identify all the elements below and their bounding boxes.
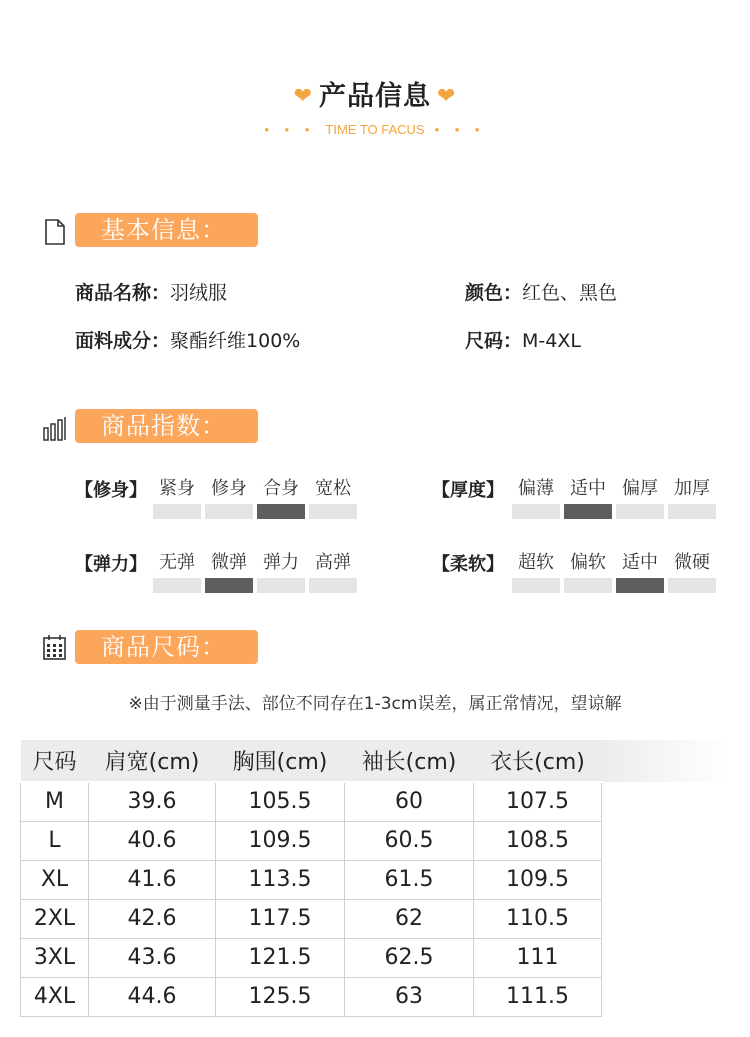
measurement-note: ※由于测量手法、部位不同存在1-3cm误差，属正常情况，望谅解 (128, 694, 622, 714)
calendar-grid-icon (43, 634, 67, 660)
table-cell: 108.5 (474, 821, 602, 860)
index-option: 宽松 (315, 478, 351, 499)
table-cell: 110.5 (474, 899, 602, 938)
index-option: 偏厚 (622, 478, 658, 499)
page-title (0, 74, 750, 113)
index-option: 加厚 (674, 478, 710, 499)
product-fabric-label: 面料成分： (75, 330, 171, 352)
product-fabric-value: 聚酯纤维100% (170, 330, 301, 352)
product-fabric (75, 326, 300, 353)
index-option: 超软 (518, 552, 554, 573)
table-cell: 42.6 (89, 899, 216, 938)
index-bar (512, 504, 560, 519)
table-row (21, 977, 602, 1016)
index-label: 【弹力】 (75, 554, 147, 575)
table-cell: 111 (474, 938, 602, 977)
index-option: 微硬 (674, 552, 710, 573)
index-bar-selected (564, 504, 612, 519)
index-bar (205, 504, 253, 519)
table-cell: 39.6 (89, 782, 216, 821)
index-bar (616, 504, 664, 519)
bar-chart-icon (43, 416, 67, 442)
size-table-header: 尺码 (21, 740, 89, 782)
product-name-value: 羽绒服 (170, 282, 228, 304)
table-row (21, 860, 602, 899)
section-title-basic: 基本信息： (75, 213, 258, 247)
index-option: 高弹 (315, 552, 351, 573)
table-cell: 109.5 (474, 860, 602, 899)
page-subtitle (0, 122, 750, 137)
table-cell: 62 (345, 899, 474, 938)
index-bar-selected (616, 578, 664, 593)
product-color (465, 278, 617, 305)
dots-right: • • • (434, 122, 486, 137)
product-color-label: 颜色： (465, 282, 523, 304)
size-table-header: 袖长(cm) (345, 740, 474, 782)
table-cell: 109.5 (216, 821, 345, 860)
size-table (20, 740, 602, 1017)
product-name-label: 商品名称： (75, 282, 171, 304)
size-table-header: 衣长(cm) (474, 740, 602, 782)
table-cell: 121.5 (216, 938, 345, 977)
index-option: 微弹 (211, 552, 247, 573)
index-option: 合身 (263, 478, 299, 499)
table-row (21, 938, 602, 977)
subtitle-text: TIME TO FACUS (325, 122, 425, 137)
table-cell: 107.5 (474, 782, 602, 821)
table-row (21, 782, 602, 821)
index-bar (153, 504, 201, 519)
document-icon (43, 219, 67, 245)
table-cell: 105.5 (216, 782, 345, 821)
table-cell: L (21, 821, 89, 860)
index-option: 紧身 (159, 478, 195, 499)
index-option: 适中 (622, 552, 658, 573)
index-bar (564, 578, 612, 593)
size-table-header: 胸围(cm) (216, 740, 345, 782)
index-label: 【柔软】 (432, 554, 504, 575)
product-size-value: M-4XL (522, 330, 581, 352)
table-cell: 117.5 (216, 899, 345, 938)
table-cell: 113.5 (216, 860, 345, 899)
table-cell: 44.6 (89, 977, 216, 1016)
table-cell: 63 (345, 977, 474, 1016)
table-cell: 40.6 (89, 821, 216, 860)
index-bar (668, 504, 716, 519)
header-fade (600, 740, 730, 782)
index-option: 修身 (211, 478, 247, 499)
table-cell: XL (21, 860, 89, 899)
index-option: 弹力 (263, 552, 299, 573)
dots-left: • • • (264, 122, 316, 137)
table-row (21, 821, 602, 860)
table-cell: 41.6 (89, 860, 216, 899)
section-title-size: 商品尺码： (75, 630, 258, 664)
table-cell: 62.5 (345, 938, 474, 977)
table-cell: 4XL (21, 977, 89, 1016)
table-cell: 60.5 (345, 821, 474, 860)
index-option: 无弹 (159, 552, 195, 573)
index-bar (309, 578, 357, 593)
table-cell: 3XL (21, 938, 89, 977)
table-cell: 125.5 (216, 977, 345, 1016)
index-bar (309, 504, 357, 519)
index-bar-selected (205, 578, 253, 593)
index-option: 适中 (570, 478, 606, 499)
index-bar-selected (257, 504, 305, 519)
product-size-label: 尺码： (465, 330, 523, 352)
table-cell: 111.5 (474, 977, 602, 1016)
index-bar (153, 578, 201, 593)
index-bar (668, 578, 716, 593)
index-option: 偏软 (570, 552, 606, 573)
size-table-header: 肩宽(cm) (89, 740, 216, 782)
table-cell: 2XL (21, 899, 89, 938)
product-color-value: 红色、黑色 (522, 282, 618, 304)
table-cell: M (21, 782, 89, 821)
index-option: 偏薄 (518, 478, 554, 499)
product-size-range (465, 326, 581, 353)
index-label: 【厚度】 (432, 480, 504, 501)
table-cell: 61.5 (345, 860, 474, 899)
size-table-header-row (21, 740, 602, 782)
index-bar (257, 578, 305, 593)
heart-icon: ❤ (437, 84, 457, 109)
heart-icon: ❤ (293, 84, 313, 109)
table-cell: 60 (345, 782, 474, 821)
page-title-text: 产品信息 (319, 81, 431, 112)
product-name (75, 278, 227, 305)
section-title-index: 商品指数： (75, 409, 258, 443)
index-label: 【修身】 (75, 480, 147, 501)
table-row (21, 899, 602, 938)
table-cell: 43.6 (89, 938, 216, 977)
index-bar (512, 578, 560, 593)
